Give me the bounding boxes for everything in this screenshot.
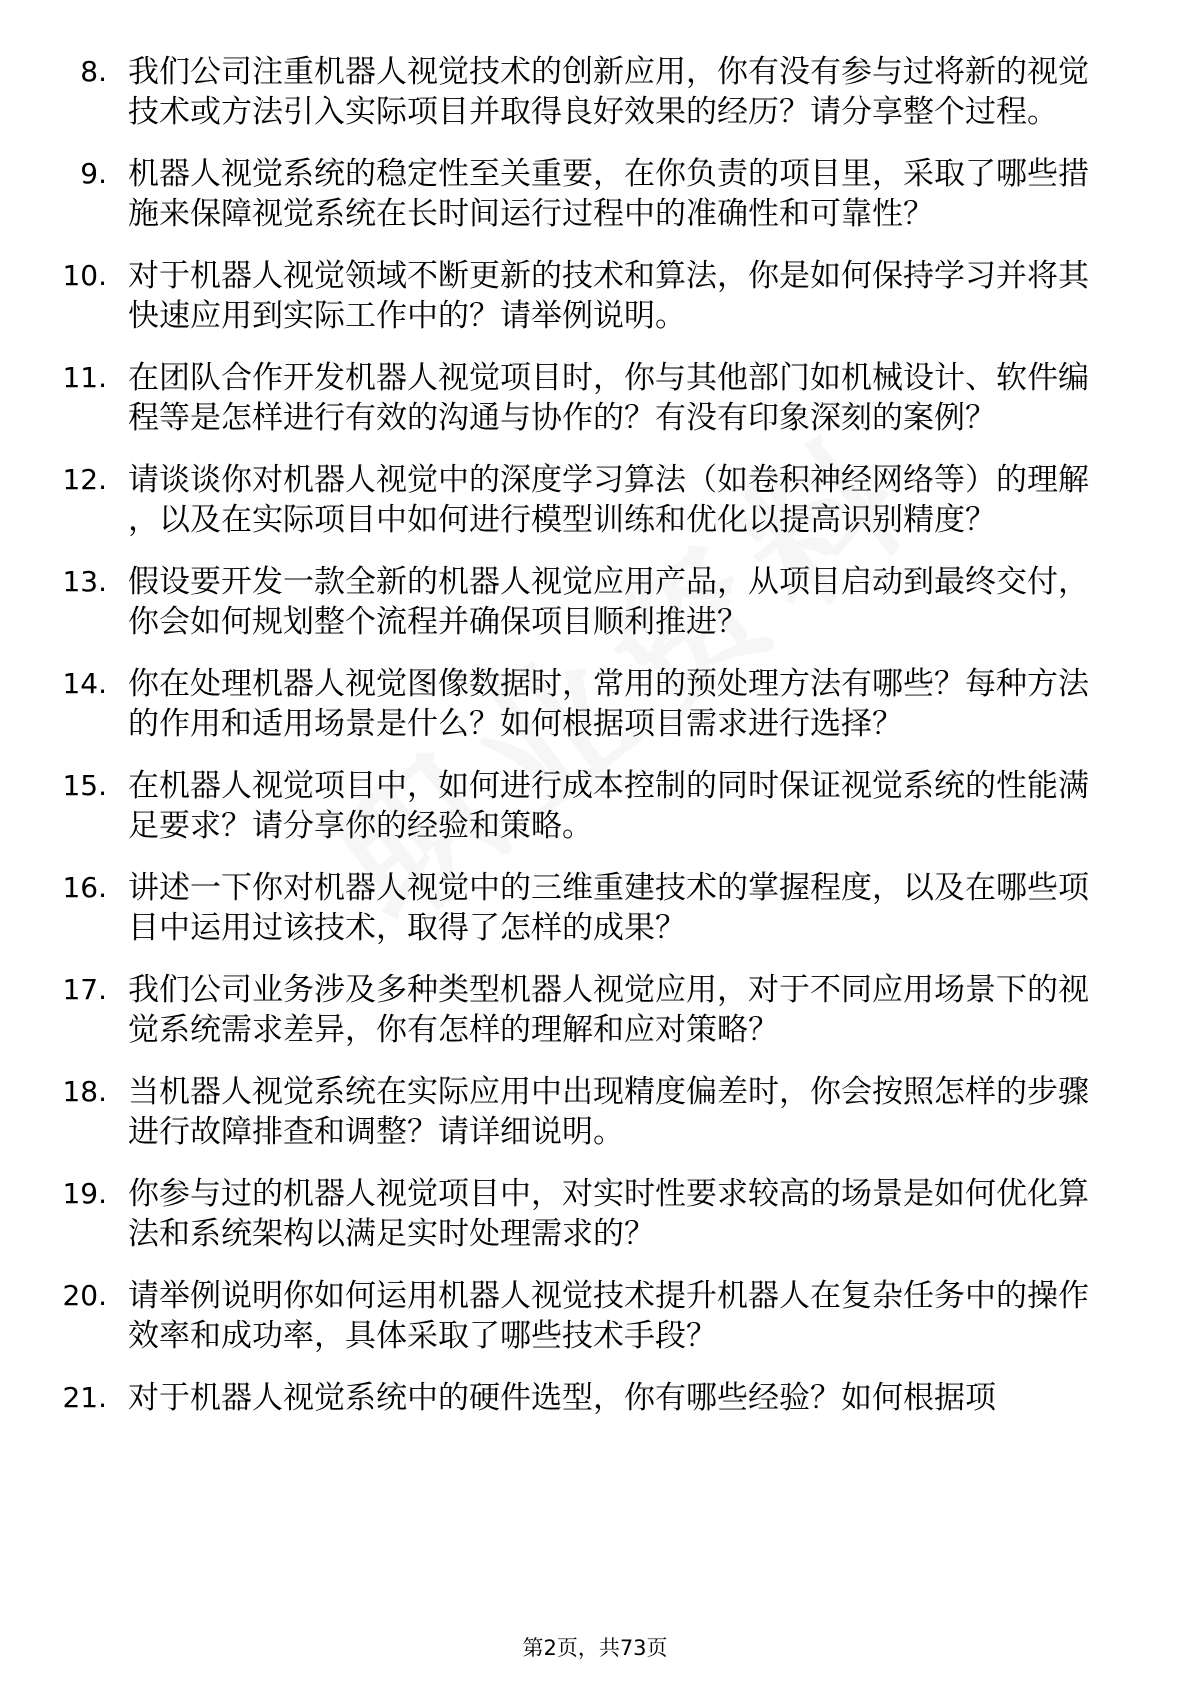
- question-text: 你在处理机器人视觉图像数据时，常用的预处理方法有哪些？每种方法的作用和适用场景是什么？如何根据项目需求进行选择？: [128, 666, 1089, 742]
- question-text: 对于机器人视觉领域不断更新的技术和算法，你是如何保持学习并将其快速应用到实际工作中的？请举例说明。: [128, 258, 1089, 334]
- question-number: 13.: [62, 565, 107, 598]
- question-number: 16.: [62, 871, 107, 904]
- question-text: 在团队合作开发机器人视觉项目时，你与其他部门如机械设计、软件编程等是怎样进行有效的沟通与协作的？有没有印象深刻的案例？: [128, 360, 1089, 436]
- question-item: [0, 256, 1190, 336]
- question-item: [0, 460, 1190, 540]
- question-number: 11.: [62, 361, 107, 394]
- page-footer: 第2页，共73页: [522, 1636, 668, 1660]
- question-text: 你参与过的机器人视觉项目中，对实时性要求较高的场景是如何优化算法和系统架构以满足实时处理需求的？: [128, 1176, 1089, 1252]
- question-text: 请举例说明你如何运用机器人视觉技术提升机器人在复杂任务中的操作效率和成功率，具体采取了哪些技术手段？: [128, 1278, 1089, 1354]
- question-text: 假设要开发一款全新的机器人视觉应用产品，从项目启动到最终交付，你会如何规划整个流程并确保项目顺利推进？: [128, 564, 1089, 640]
- question-number: 15.: [62, 769, 107, 802]
- question-item: [0, 970, 1190, 1050]
- question-number: 9.: [80, 157, 107, 190]
- question-list: [0, 52, 1190, 1440]
- question-number: 8.: [80, 55, 107, 88]
- question-item: [0, 868, 1190, 948]
- question-text: 机器人视觉系统的稳定性至关重要，在你负责的项目里，采取了哪些措施来保障视觉系统在长时间运行过程中的准确性和可靠性？: [128, 156, 1089, 232]
- question-number: 18.: [62, 1075, 107, 1108]
- question-text: 我们公司注重机器人视觉技术的创新应用，你有没有参与过将新的视觉技术或方法引入实际项目并取得良好效果的经历？请分享整个过程。: [128, 54, 1089, 130]
- question-text: 在机器人视觉项目中，如何进行成本控制的同时保证视觉系统的性能满足要求？请分享你的经验和策略。: [128, 768, 1089, 844]
- question-item: [0, 664, 1190, 744]
- question-item: [0, 1378, 1190, 1418]
- question-text: 讲述一下你对机器人视觉中的三维重建技术的掌握程度，以及在哪些项目中运用过该技术，取得了怎样的成果？: [128, 870, 1089, 946]
- question-item: [0, 1174, 1190, 1254]
- question-text: 对于机器人视觉系统中的硬件选型，你有哪些经验？如何根据项: [128, 1380, 996, 1416]
- question-item: [0, 358, 1190, 438]
- question-text: 当机器人视觉系统在实际应用中出现精度偏差时，你会按照怎样的步骤进行故障排查和调整？请详细说明。: [128, 1074, 1089, 1150]
- question-number: 17.: [62, 973, 107, 1006]
- question-number: 12.: [62, 463, 107, 496]
- question-item: [0, 1276, 1190, 1356]
- question-item: [0, 562, 1190, 642]
- question-text: 我们公司业务涉及多种类型机器人视觉应用，对于不同应用场景下的视觉系统需求差异，你有怎样的理解和应对策略？: [128, 972, 1089, 1048]
- question-number: 21.: [62, 1381, 107, 1414]
- question-number: 20.: [62, 1279, 107, 1312]
- question-item: [0, 52, 1190, 132]
- question-number: 10.: [62, 259, 107, 292]
- question-number: 14.: [62, 667, 107, 700]
- question-number: 19.: [62, 1177, 107, 1210]
- question-item: [0, 1072, 1190, 1152]
- question-item: [0, 766, 1190, 846]
- question-text: 请谈谈你对机器人视觉中的深度学习算法（如卷积神经网络等）的理解，以及在实际项目中如何进行模型训练和优化以提高识别精度？: [128, 462, 1089, 538]
- question-item: [0, 154, 1190, 234]
